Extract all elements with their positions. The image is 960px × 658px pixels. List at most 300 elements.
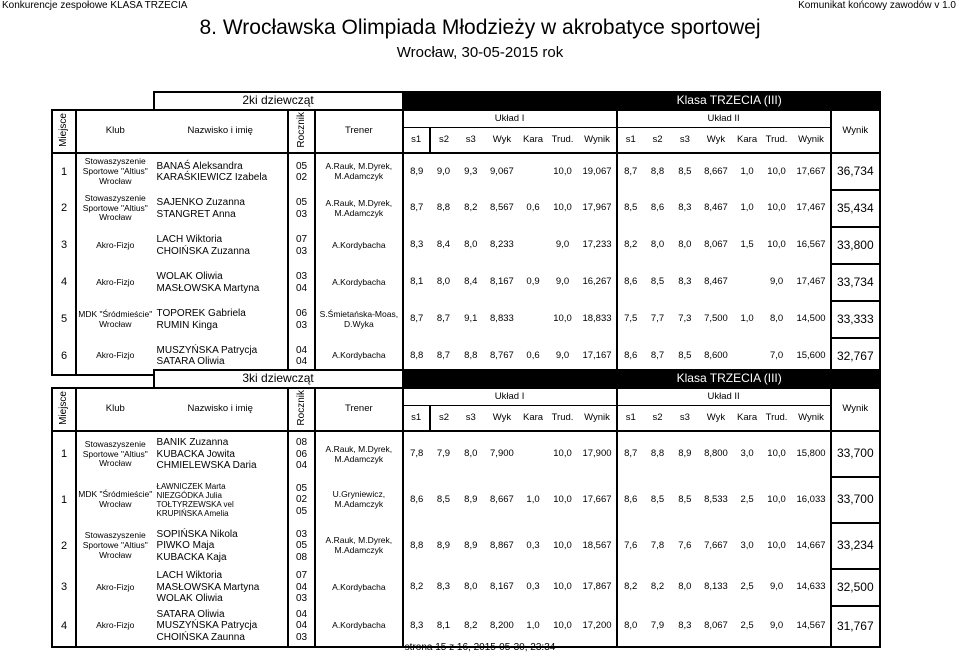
- col-uklad2: Układ II: [617, 388, 831, 406]
- score-cell: 8,8: [403, 338, 430, 375]
- athlete-name: RUMIN Kinga: [156, 319, 218, 331]
- col-sub-s3: s3: [671, 406, 698, 432]
- score-cell: 8,833: [490, 313, 514, 325]
- score-cell: 8,7: [617, 431, 644, 477]
- col-nazwisko: Nazwisko i imię: [154, 388, 288, 431]
- col-rocznik-text: Rocznik: [295, 111, 307, 148]
- trainer-cell: [315, 227, 402, 264]
- score-cell: 15,800: [796, 448, 826, 460]
- klasa-label: Klasa TRZECIA (III): [578, 370, 880, 388]
- place-cell: 2: [52, 190, 76, 227]
- athlete-name: MASŁOWSKA Martyna: [156, 581, 260, 593]
- score-cell: 8,0: [464, 239, 478, 251]
- total-score: 36,734: [831, 153, 880, 190]
- score-cell: 8,3: [678, 276, 692, 288]
- col-sub-wynik: Wynik: [578, 128, 616, 154]
- score-cell: 8,067: [704, 239, 728, 251]
- score-cell: 14,500: [796, 313, 826, 325]
- athlete-name: ŁAWNICZEK Marta: [156, 481, 226, 491]
- athlete-name: KARAŚKIEWICZ Izabela: [156, 172, 268, 183]
- club-cell: [76, 523, 154, 569]
- place-cell: 4: [52, 606, 76, 647]
- score-cell: 7,7: [650, 313, 665, 325]
- place-cell: 2: [52, 523, 76, 569]
- score-cell: 9,3: [464, 165, 478, 177]
- score-cell: 8,0: [464, 581, 478, 593]
- results-table-pairs: [51, 91, 881, 376]
- score-cell: 0,3: [526, 581, 540, 593]
- category-row: [52, 370, 880, 388]
- score-cell: 9,0: [769, 276, 784, 288]
- score-cell: 8,7: [644, 338, 671, 375]
- score-cell: 8,6: [617, 477, 644, 523]
- score-cell: 2,5: [740, 493, 754, 505]
- club-line: Wrocław: [99, 549, 132, 560]
- birth-year: 05: [295, 505, 308, 517]
- athletes-cell: [154, 606, 288, 647]
- score-cell: 10,0: [767, 165, 786, 177]
- score-cell: 8,0: [617, 606, 644, 647]
- score-cell: 17,867: [582, 581, 612, 593]
- col-sub-s2: s2: [644, 128, 671, 154]
- score-cell: 9,0: [547, 338, 579, 375]
- score-cell: 7,500: [704, 313, 728, 325]
- score-cell: 10,0: [553, 493, 572, 505]
- rocznik-cell: [288, 606, 315, 647]
- birth-year: 03: [295, 631, 308, 643]
- col-rocznik: [288, 388, 315, 431]
- club-line: Stowaszyszenie: [84, 530, 146, 541]
- birth-year: 04: [295, 620, 308, 632]
- page-subtitle: Wrocław, 30-05-2015 rok: [396, 44, 564, 61]
- total-score: 33,700: [831, 477, 880, 523]
- col-rocznik: [288, 110, 315, 153]
- score-cell: 8,6: [617, 338, 644, 375]
- table-row: [52, 264, 880, 301]
- col-sub-kara: Kara: [733, 406, 760, 432]
- score-cell: 8,3: [436, 581, 451, 593]
- total-score: 35,434: [831, 190, 880, 227]
- col-sub-trud: Trud.: [761, 406, 793, 432]
- score-cell: 10,0: [553, 313, 572, 325]
- score-cell: 1,0: [740, 313, 754, 325]
- score-cell: [733, 264, 760, 301]
- athlete-name: TOPOREK Gabriela: [156, 308, 246, 319]
- athlete-name: LACH Wiktoria: [156, 234, 223, 245]
- score-cell: 8,667: [490, 493, 514, 505]
- athletes-cell: [154, 523, 288, 569]
- score-cell: 14,567: [792, 606, 830, 647]
- club-cell: [76, 301, 154, 338]
- athlete-name: KRUPIŃSKA Amelia: [156, 509, 229, 519]
- trainer-line: A.Rauk, M.Dyrek,: [325, 197, 393, 208]
- club-line: Stowaszyszenie: [84, 156, 146, 167]
- score-cell: 8,2: [464, 202, 478, 214]
- athlete-name: MUSZYŃSKA Patrycja: [156, 620, 258, 632]
- rocznik-cell: [288, 523, 315, 569]
- col-sub-kara: Kara: [519, 406, 546, 432]
- rocznik-cell: [288, 227, 315, 264]
- score-cell: 9,0: [555, 239, 570, 251]
- score-cell: 8,567: [490, 202, 514, 214]
- birth-year: 03: [295, 245, 308, 257]
- table-row: [52, 301, 880, 338]
- birth-year: 03: [295, 271, 308, 282]
- birth-year: 04: [295, 608, 308, 620]
- athlete-name: SATARA Oliwia: [156, 356, 225, 367]
- col-sub-wyk: Wyk: [698, 128, 733, 154]
- score-cell: 8,5: [650, 493, 665, 505]
- birth-year: 08: [295, 551, 308, 563]
- col-sub-s2: s2: [430, 128, 457, 154]
- col-sub-wynik: Wynik: [578, 406, 616, 432]
- score-cell: [519, 431, 546, 477]
- col-uklad2: Układ II: [617, 110, 831, 128]
- score-cell: 7,900: [490, 448, 514, 460]
- rocznik-cell: [288, 190, 315, 227]
- table-row: [52, 190, 880, 227]
- score-cell: 7,667: [704, 539, 728, 551]
- club-line: Akro-Fizjo: [96, 581, 135, 592]
- score-cell: 10,0: [767, 448, 786, 460]
- score-cell: 0,6: [526, 202, 540, 214]
- birth-year: 08: [295, 437, 308, 449]
- birth-year: 04: [295, 356, 308, 367]
- birth-year: 04: [295, 344, 308, 356]
- trainer-cell: [315, 190, 402, 227]
- club-line: Akro-Fizjo: [96, 239, 135, 250]
- athletes-cell: [154, 477, 288, 523]
- score-cell: 17,233: [582, 239, 612, 251]
- birth-year: 03: [295, 528, 308, 540]
- birth-year: 07: [295, 234, 308, 245]
- birth-year: 06: [295, 308, 308, 319]
- total-score: 33,734: [831, 264, 880, 301]
- club-line: Sportowe "Altius": [82, 202, 148, 213]
- score-cell: 8,2: [617, 227, 644, 264]
- birth-year: 05: [295, 160, 308, 172]
- athlete-name: WOLAK Oliwia: [156, 271, 223, 282]
- athlete-name: STANGRET Anna: [156, 208, 236, 220]
- col-wynik: Wynik: [831, 110, 880, 153]
- score-cell: 8,5: [678, 493, 692, 505]
- score-cell: 8,2: [403, 569, 430, 606]
- score-cell: 8,233: [490, 239, 514, 251]
- trainer-cell: [315, 606, 402, 647]
- score-cell: 10,0: [767, 202, 786, 214]
- total-score: 33,700: [831, 431, 880, 477]
- col-sub-s1: s1: [403, 406, 430, 432]
- score-cell: 8,5: [671, 338, 698, 375]
- score-cell: 14,633: [796, 581, 826, 593]
- col-nazwisko: Nazwisko i imię: [154, 110, 288, 153]
- athlete-name: KUBACKA Kaja: [156, 551, 227, 563]
- rocznik-cell: [288, 153, 315, 190]
- score-cell: 0,9: [526, 276, 540, 288]
- col-rocznik-text: Rocznik: [295, 389, 307, 426]
- col-miejsce: [52, 110, 76, 153]
- score-cell: 0,6: [519, 338, 546, 375]
- score-cell: 15,600: [792, 338, 830, 375]
- score-cell: 7,3: [678, 313, 692, 325]
- total-score: 33,234: [831, 523, 880, 569]
- club-line: Akro-Fizjo: [96, 350, 135, 361]
- place-cell: 6: [52, 338, 76, 375]
- trainer-line: M.Adamczyk: [334, 453, 384, 464]
- total-score: 31,767: [831, 606, 880, 647]
- trainer-line: A.Kordybacha: [332, 276, 386, 287]
- athlete-name: MUSZYŃSKA Patrycja: [156, 344, 258, 356]
- col-sub-kara: Kara: [519, 128, 546, 154]
- place-cell: 3: [52, 569, 76, 606]
- table-row: [52, 431, 880, 477]
- score-cell: [519, 301, 546, 338]
- score-cell: 8,467: [704, 202, 728, 214]
- score-cell: 8,8: [650, 448, 665, 460]
- table-row: [52, 569, 880, 606]
- athlete-name: BANIK Zuzanna: [156, 437, 229, 449]
- club-line: Stowaszyszenie: [84, 192, 146, 203]
- birth-year: 04: [295, 581, 308, 593]
- score-cell: 10,0: [767, 493, 786, 505]
- trainer-cell: [315, 301, 402, 338]
- score-cell: 8,133: [704, 581, 728, 593]
- trainer-line: A.Kordybacha: [332, 620, 386, 631]
- score-cell: 8,533: [704, 493, 728, 505]
- total-score: 32,500: [831, 569, 880, 606]
- col-uklad1: Układ I: [403, 110, 617, 128]
- athlete-name: CHOIŃSKA Zuzanna: [156, 245, 250, 257]
- club-line: Wrocław: [99, 318, 132, 329]
- total-score: 33,800: [831, 227, 880, 264]
- score-cell: 8,0: [678, 239, 692, 251]
- score-cell: 7,8: [403, 431, 430, 477]
- score-cell: 8,5: [436, 493, 451, 505]
- score-cell: 19,067: [582, 165, 612, 177]
- club-line: Wrocław: [99, 175, 132, 186]
- score-cell: 10,0: [553, 448, 572, 460]
- table-row: [52, 227, 880, 264]
- athletes-cell: [154, 431, 288, 477]
- col-sub-s3: s3: [457, 128, 484, 154]
- score-cell: 17,667: [582, 493, 612, 505]
- birth-year: 04: [295, 460, 308, 472]
- header-row: [52, 388, 880, 406]
- score-cell: 18,833: [582, 313, 612, 325]
- score-cell: 8,600: [698, 338, 733, 375]
- col-miejsce-text: Miejsce: [58, 112, 70, 147]
- score-cell: 9,0: [769, 581, 784, 593]
- col-trener: Trener: [315, 110, 402, 153]
- col-sub-s1: s1: [617, 128, 644, 154]
- athlete-name: BANAŚ Aleksandra: [156, 160, 243, 172]
- birth-year: 07: [295, 570, 308, 582]
- score-cell: 7,6: [678, 539, 692, 551]
- score-cell: 9,0: [436, 165, 451, 177]
- header-left: Konkurencje zespołowe KLASA TRZECIA: [2, 0, 188, 11]
- club-line: MDK "Śródmieście": [78, 489, 153, 500]
- results-table-trios: [51, 369, 881, 648]
- score-cell: 9,1: [464, 313, 478, 325]
- club-line: Wrocław: [99, 499, 132, 509]
- score-cell: 1,0: [740, 165, 754, 177]
- col-sub-s1: s1: [403, 128, 430, 154]
- club-line: Wrocław: [99, 212, 132, 223]
- col-uklad1: Układ I: [403, 388, 617, 406]
- col-sub-s1: s1: [617, 406, 644, 432]
- place-cell: 1: [52, 477, 76, 523]
- col-sub-wyk: Wyk: [698, 406, 733, 432]
- score-cell: 8,067: [698, 606, 733, 647]
- col-sub-s2: s2: [644, 406, 671, 432]
- score-cell: 8,2: [457, 606, 484, 647]
- col-sub-kara: Kara: [733, 128, 760, 154]
- table-row: [52, 153, 880, 190]
- score-cell: 8,9: [436, 539, 451, 551]
- col-sub-trud: Trud.: [547, 406, 579, 432]
- score-cell: 17,667: [796, 165, 826, 177]
- score-cell: 1,0: [526, 493, 540, 505]
- score-cell: 10,0: [553, 165, 572, 177]
- score-cell: 10,0: [547, 606, 579, 647]
- rocznik-cell: [288, 431, 315, 477]
- col-sub-s2: s2: [430, 406, 457, 432]
- col-sub-wynik: Wynik: [792, 128, 830, 154]
- club-cell: [76, 477, 154, 523]
- trainer-line: M.Adamczyk: [334, 207, 384, 218]
- score-cell: 8,5: [617, 190, 644, 227]
- club-cell: [76, 431, 154, 477]
- club-line: Stowaszyszenie: [84, 438, 146, 449]
- score-cell: 8,6: [650, 202, 665, 214]
- score-cell: 8,200: [484, 606, 519, 647]
- col-trener: Trener: [315, 388, 402, 431]
- club-cell: [76, 227, 154, 264]
- place-cell: 1: [52, 153, 76, 190]
- score-cell: 7,5: [617, 301, 644, 338]
- trainer-line: D.Wyka: [344, 318, 374, 329]
- score-cell: 16,033: [796, 493, 826, 505]
- trainer-line: M.Adamczyk: [334, 171, 384, 181]
- athletes-cell: [154, 153, 288, 190]
- score-cell: 7,6: [617, 523, 644, 569]
- score-cell: 8,2: [650, 581, 665, 593]
- birth-year: 06: [295, 448, 308, 460]
- score-cell: 16,267: [582, 276, 612, 288]
- col-sub-s3: s3: [671, 128, 698, 154]
- score-cell: 8,7: [617, 153, 644, 190]
- score-cell: 1,0: [519, 606, 546, 647]
- trainer-line: S.Śmietańska-Moas,: [319, 308, 399, 319]
- col-sub-s3: s3: [457, 406, 484, 432]
- score-cell: 8,1: [430, 606, 457, 647]
- score-cell: 7,9: [644, 606, 671, 647]
- spacer: [52, 370, 154, 388]
- score-cell: 17,467: [796, 202, 826, 214]
- score-cell: 3,0: [740, 448, 754, 460]
- page-footer: strona 15 z 16, 2015-05-30, 23:34: [404, 642, 556, 653]
- table-row: [52, 477, 880, 523]
- score-cell: 8,0: [678, 581, 692, 593]
- athlete-name: SOPIŃSKA Nikola: [156, 528, 238, 540]
- score-cell: 17,167: [578, 338, 616, 375]
- spacer: [52, 92, 154, 110]
- birth-year: 04: [295, 282, 308, 294]
- birth-year: 03: [295, 208, 308, 220]
- rocznik-cell: [288, 569, 315, 606]
- birth-year: 05: [295, 482, 308, 494]
- score-cell: 8,6: [403, 477, 430, 523]
- trainer-cell: [315, 153, 402, 190]
- score-cell: 8,1: [403, 264, 430, 301]
- athlete-name: WOLAK Oliwia: [156, 593, 223, 605]
- club-cell: [76, 190, 154, 227]
- total-score: 33,333: [831, 301, 880, 338]
- col-sub-wynik: Wynik: [792, 406, 830, 432]
- score-cell: 17,467: [796, 276, 826, 288]
- klasa-label: Klasa TRZECIA (III): [578, 92, 880, 110]
- score-cell: 0,3: [526, 539, 540, 551]
- score-cell: 8,3: [671, 606, 698, 647]
- place-cell: 5: [52, 301, 76, 338]
- score-cell: 8,7: [430, 338, 457, 375]
- score-cell: 9,0: [555, 276, 570, 288]
- category-label: 3ki dziewcząt: [154, 370, 403, 388]
- club-cell: [76, 153, 154, 190]
- birth-year: 05: [295, 197, 308, 208]
- athletes-cell: [154, 569, 288, 606]
- trainer-line: A.Rauk, M.Dyrek,: [325, 161, 393, 172]
- score-cell: 8,4: [436, 239, 451, 251]
- score-cell: 8,9: [464, 493, 478, 505]
- score-cell: 8,7: [436, 313, 451, 325]
- score-cell: 10,0: [553, 581, 572, 593]
- score-cell: 8,3: [678, 202, 692, 214]
- score-cell: 10,0: [767, 539, 786, 551]
- score-cell: 8,3: [403, 606, 430, 647]
- table-row: [52, 523, 880, 569]
- athlete-name: CHOIŃSKA Zaunna: [156, 631, 245, 643]
- rocznik-cell: [288, 264, 315, 301]
- score-cell: 8,7: [403, 190, 430, 227]
- athletes-cell: [154, 190, 288, 227]
- col-klub: Klub: [76, 388, 154, 431]
- trainer-line: A.Rauk, M.Dyrek,: [325, 535, 393, 546]
- score-cell: 9,067: [490, 165, 514, 177]
- score-cell: 8,167: [490, 581, 514, 593]
- table-row: [52, 606, 880, 647]
- score-cell: 1,0: [740, 202, 754, 214]
- header-right: Komunikat końcowy zawodów v 1.0: [798, 0, 956, 11]
- athlete-name: NIEZGÓDKA Julia: [156, 490, 222, 500]
- score-cell: 7,0: [761, 338, 793, 375]
- col-sub-trud: Trud.: [761, 128, 793, 154]
- club-line: Wrocław: [99, 458, 132, 469]
- trainer-line: A.Kordybacha: [332, 581, 386, 592]
- score-cell: 8,0: [464, 448, 478, 460]
- score-cell: 8,2: [617, 569, 644, 606]
- col-miejsce: [52, 388, 76, 431]
- score-cell: 8,667: [704, 165, 728, 177]
- score-cell: 2,5: [740, 581, 754, 593]
- trainer-cell: [315, 264, 402, 301]
- score-cell: 3,0: [740, 539, 754, 551]
- score-cell: 8,9: [678, 448, 692, 460]
- score-cell: 1,5: [740, 239, 754, 251]
- birth-year: 03: [295, 319, 308, 331]
- score-cell: 14,667: [796, 539, 826, 551]
- score-cell: 18,567: [582, 539, 612, 551]
